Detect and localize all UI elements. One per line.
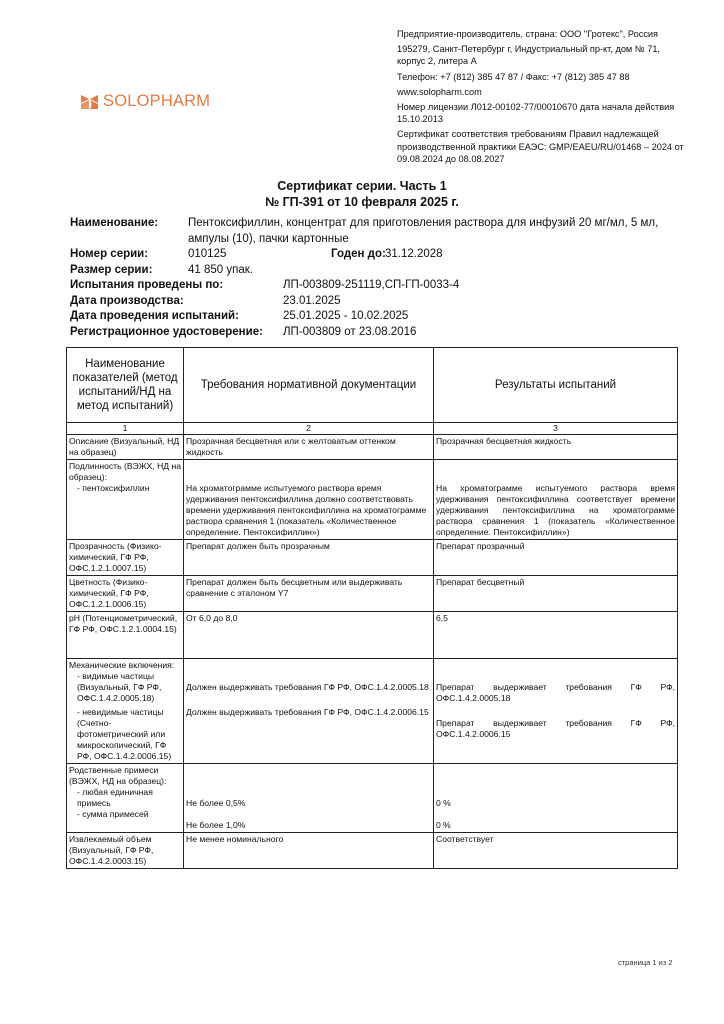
production-date-row [70, 294, 690, 310]
requirement [184, 460, 434, 540]
header-indicator: Наименование показателей (метод испытаний/НД на метод испытаний) [67, 348, 184, 423]
result-invisible: Препарат выдерживает требования ГФ РФ, ОФС.1.4.2.0006.15 [436, 718, 675, 739]
result-total: 0 % [436, 820, 451, 830]
phone-fax-line: Телефон: +7 (812) 385 47 87 / Факс: +7 (812) 385 47 88 [397, 71, 630, 82]
indicator-name: pH (Потенциометрический, ГФ РФ, ОФС.1.2.1.0004.15) [67, 612, 184, 659]
column-number: 1 [67, 423, 184, 435]
indicator-name [67, 659, 184, 764]
series-value: 010125 [188, 248, 227, 260]
page-number: страница 1 из 2 [618, 958, 673, 967]
requirement-invisible: Должен выдерживать требования ГФ РФ, ОФС.1.4.2.0006.15 [186, 707, 429, 717]
indicator-title: Подлинность (ВЭЖХ, НД на образец): [69, 461, 182, 482]
result-visible: Препарат выдерживает требования ГФ РФ, ОФС.1.4.2.0005.18 [436, 682, 675, 703]
website-line: www.solopharm.com [397, 86, 482, 97]
table-row-impurities [67, 764, 678, 833]
test-dates-label: Дата проведения испытаний: [70, 310, 239, 322]
table-row-volume [67, 833, 678, 869]
indicator-name: Описание (Визуальный, НД на образец) [67, 435, 184, 460]
test-results-table [66, 347, 678, 869]
result: 6,5 [434, 612, 678, 659]
company-logo [81, 92, 210, 111]
test-dates-value: 25.01.2025 - 10.02.2025 [283, 310, 409, 322]
product-name-label: Наименование: [70, 217, 159, 229]
expiry-value: 31.12.2028 [385, 248, 443, 260]
production-date-value: 23.01.2025 [283, 294, 341, 307]
table-row-transparency [67, 540, 678, 576]
registration-label: Регистрационное удостоверение: [70, 325, 263, 338]
table-row-color [67, 576, 678, 612]
tests-by-label: Испытания проведены по: [70, 279, 224, 291]
requirement [184, 764, 434, 833]
tests-by-row [70, 278, 690, 294]
table-row-identity [67, 460, 678, 540]
requirement [184, 659, 434, 764]
test-dates-row [70, 309, 690, 325]
requirement: Не менее номинального [184, 833, 434, 869]
header-requirements: Требования нормативной документации [184, 348, 434, 423]
tests-by-value: ЛП-003809-251119,СП-ГП-0033-4 [283, 279, 460, 291]
result [434, 460, 678, 540]
requirement: От 6,0 до 8,0 [184, 612, 434, 659]
registration-row [70, 325, 690, 341]
batch-info [70, 216, 690, 340]
result: Соответствует [434, 833, 678, 869]
result: Прозрачная бесцветная жидкость [434, 435, 678, 460]
indicator-subitem: - пентоксифиллин [77, 483, 150, 493]
indicator-name: Извлекаемый объем (Визуальный, ГФ РФ, ОФС.1.4.2.0003.15) [67, 833, 184, 869]
header-results: Результаты испытаний [434, 348, 678, 423]
solopharm-logo-icon [81, 95, 98, 109]
logo-text: SOLOPHARM [103, 92, 211, 110]
requirement-visible: Должен выдерживать требования ГФ РФ, ОФС.1.4.2.0005.18 [186, 682, 429, 692]
requirement: Прозрачная бесцветная или с желтоватым оттенком жидкость [184, 435, 434, 460]
column-number-row [67, 423, 678, 435]
column-number: 3 [434, 423, 678, 435]
manufacturer-line: Предприятие-производитель, страна: ООО "Гротекс", Россия [397, 29, 659, 39]
gmp-certificate-line: Сертификат соответствия требованиям Правил надлежащей производственной практики ЕАЭС: GMP/EAEU/RU/01468 – 2024 от 09.08.2024 до 08.08.2027 [397, 129, 684, 164]
address-line: 195279, Санкт-Петербург г, Индустриальный пр-кт, дом № 71, корпус 2, литера А [397, 44, 660, 67]
manufacturer-info [397, 28, 687, 168]
size-value: 41 850 упак. [188, 263, 253, 276]
table-header-row [67, 348, 678, 423]
title-line-1: Сертификат серии. Часть 1 [277, 179, 447, 193]
title-line-2: № ГП-391 от 10 февраля 2025 г. [265, 195, 459, 209]
indicator-name: Прозрачность (Физико-химический, ГФ РФ, ОФС.1.2.1.0007.15) [67, 540, 184, 576]
product-name-row [70, 216, 690, 247]
requirement-single: Не более 0,5% [186, 798, 246, 808]
table-row-mechanical [67, 659, 678, 764]
series-label: Номер серии: [70, 248, 149, 260]
indicator-subitem: - любая единичная примесь [77, 787, 153, 808]
table-row-description [67, 435, 678, 460]
production-date-label: Дата производства: [70, 294, 184, 307]
series-row [70, 247, 690, 263]
indicator-subitem: - видимые частицы (Визуальный, ГФ РФ, ОФС.1.4.2.0005.18) [77, 671, 162, 703]
result [434, 659, 678, 764]
document-title [0, 178, 724, 210]
indicator-subitem: - невидимые частицы (Счетно-фотометрический или микроскопический, ГФ РФ, ОФС.1.4.2.0006.15) [77, 707, 172, 761]
indicator-title: Родственные примеси (ВЭЖХ, НД на образец): [69, 765, 167, 786]
result: Препарат прозрачный [434, 540, 678, 576]
requirement-total: Не более 1,0% [186, 820, 246, 830]
indicator-name: Цветность (Физико-химический, ГФ РФ, ОФС.1.2.1.0006.15) [67, 576, 184, 612]
result-single: 0 % [436, 798, 451, 808]
requirement: Препарат должен быть бесцветным или выдерживать сравнение с эталоном Y7 [184, 576, 434, 612]
size-label: Размер серии: [70, 263, 153, 276]
size-row [70, 263, 690, 279]
requirement: Препарат должен быть прозрачным [184, 540, 434, 576]
indicator-subitem: - сумма примесей [77, 809, 149, 819]
indicator-title: Механические включения: [69, 660, 175, 670]
table-row-ph [67, 612, 678, 659]
indicator-name [67, 764, 184, 833]
product-name-value: Пентоксифиллин, концентрат для приготовления раствора для инфузий 20 мг/мл, 5 мл, ампулы (10), пачки картонные [188, 217, 659, 245]
column-number: 2 [184, 423, 434, 435]
result [434, 764, 678, 833]
result: Препарат бесцветный [434, 576, 678, 612]
registration-value: ЛП-003809 от 23.08.2016 [283, 325, 417, 338]
license-line: Номер лицензии Л012-00102-77/00010670 дата начала действия 15.10.2013 [397, 102, 675, 125]
indicator-name [67, 460, 184, 540]
expiry-label: Годен до: [331, 248, 386, 260]
result-text: На хроматограмме испытуемого раствора время удерживания пентоксифиллина соответствует времени удерживания пентоксифиллина на хроматограмме раствора сравнения 1 (показатель «Количественное определение. Пентоксифиллин») [436, 483, 675, 537]
requirement-text: На хроматограмме испытуемого раствора время удерживания пентоксифиллина должно соответствовать времени удерживания пентоксифиллина на хроматограмме раствора сравнения 1 (показатель «Количественное определение. Пентоксифиллин») [186, 483, 427, 537]
